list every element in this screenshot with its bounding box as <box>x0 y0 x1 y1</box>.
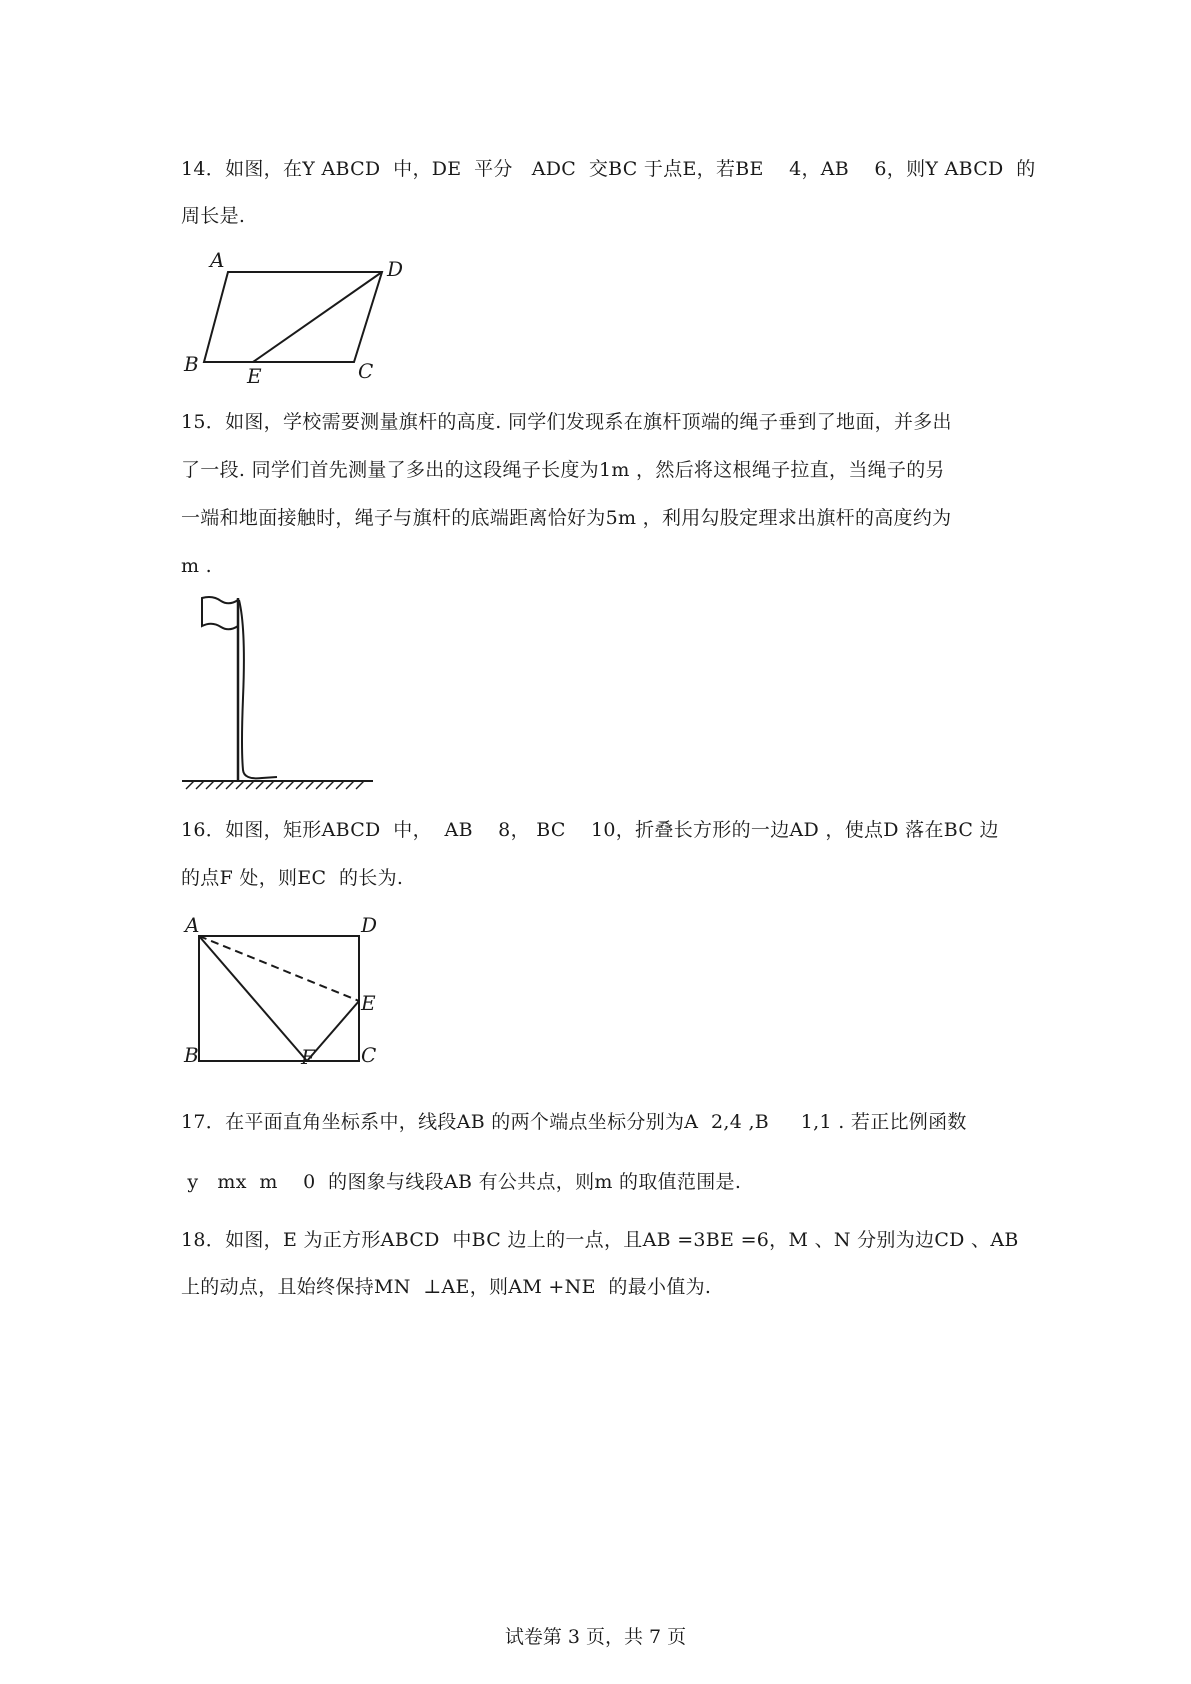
page-footer: 试卷第 3 页，共 7 页 <box>504 1626 687 1648</box>
vertex-label-e: E <box>361 991 376 1015</box>
q17-text-line2: y mx m 0 的图象与线段AB 有公共点，则m 的取值范围是. <box>181 1171 742 1193</box>
flag-icon <box>202 597 238 629</box>
q15-text-line2: 了一段. 同学们首先测量了多出的这段绳子长度为1m ，然后将这根绳子拉直，当绳子的另 <box>181 459 945 481</box>
vertex-label-e: E <box>247 364 262 388</box>
vertex-label-b: B <box>184 352 199 376</box>
rectangle-fold-figure <box>180 910 400 1080</box>
q17-text-line1: 17．在平面直角坐标系中，线段AB 的两个端点坐标分别为A 2,4 ,B 1,1 . 若正比例函数 <box>181 1111 967 1133</box>
vertex-label-c: C <box>358 359 374 383</box>
vertex-label-c: C <box>361 1043 377 1067</box>
q14-text-line1: 14．如图，在Y ABCD 中，DE 平分 ADC 交BC 于点E，若BE 4，AB 6，则Y ABCD 的 <box>181 158 1036 180</box>
vertex-label-a: A <box>210 252 225 272</box>
vertex-label-d: D <box>361 913 378 937</box>
ground-hatching <box>186 781 364 789</box>
vertex-label-a: A <box>185 913 200 937</box>
vertex-label-f: F <box>301 1045 315 1069</box>
q14-text-line2: 周长是. <box>181 205 246 227</box>
parallelogram-figure <box>180 252 420 392</box>
q18-text-line2: 上的动点，且始终保持MN ⊥AE，则AM +NE 的最小值为. <box>181 1276 712 1298</box>
q16-text-line2: 的点F 处，则EC 的长为. <box>181 867 404 889</box>
vertex-label-d: D <box>387 257 404 281</box>
q16-text-line1: 16．如图，矩形ABCD 中， AB 8， BC 10，折叠长方形的一边AD ，使点D 落在BC 边 <box>181 819 999 841</box>
rope-icon <box>239 600 277 778</box>
q18-text-line1: 18．如图，E 为正方形ABCD 中BC 边上的一点，且AB =3BE =6，M 、N 分别为边CD 、AB <box>181 1229 1019 1251</box>
q15-text-line1: 15．如图，学校需要测量旗杆的高度. 同学们发现系在旗杆顶端的绳子垂到了地面，并多出 <box>181 411 952 433</box>
q15-text-line4: m . <box>181 555 212 577</box>
flagpole-figure <box>180 588 380 798</box>
vertex-label-b: B <box>184 1043 199 1067</box>
q15-text-line3: 一端和地面接触时，绳子与旗杆的底端距离恰好为5m ，利用勾股定理求出旗杆的高度约为 <box>181 507 952 529</box>
